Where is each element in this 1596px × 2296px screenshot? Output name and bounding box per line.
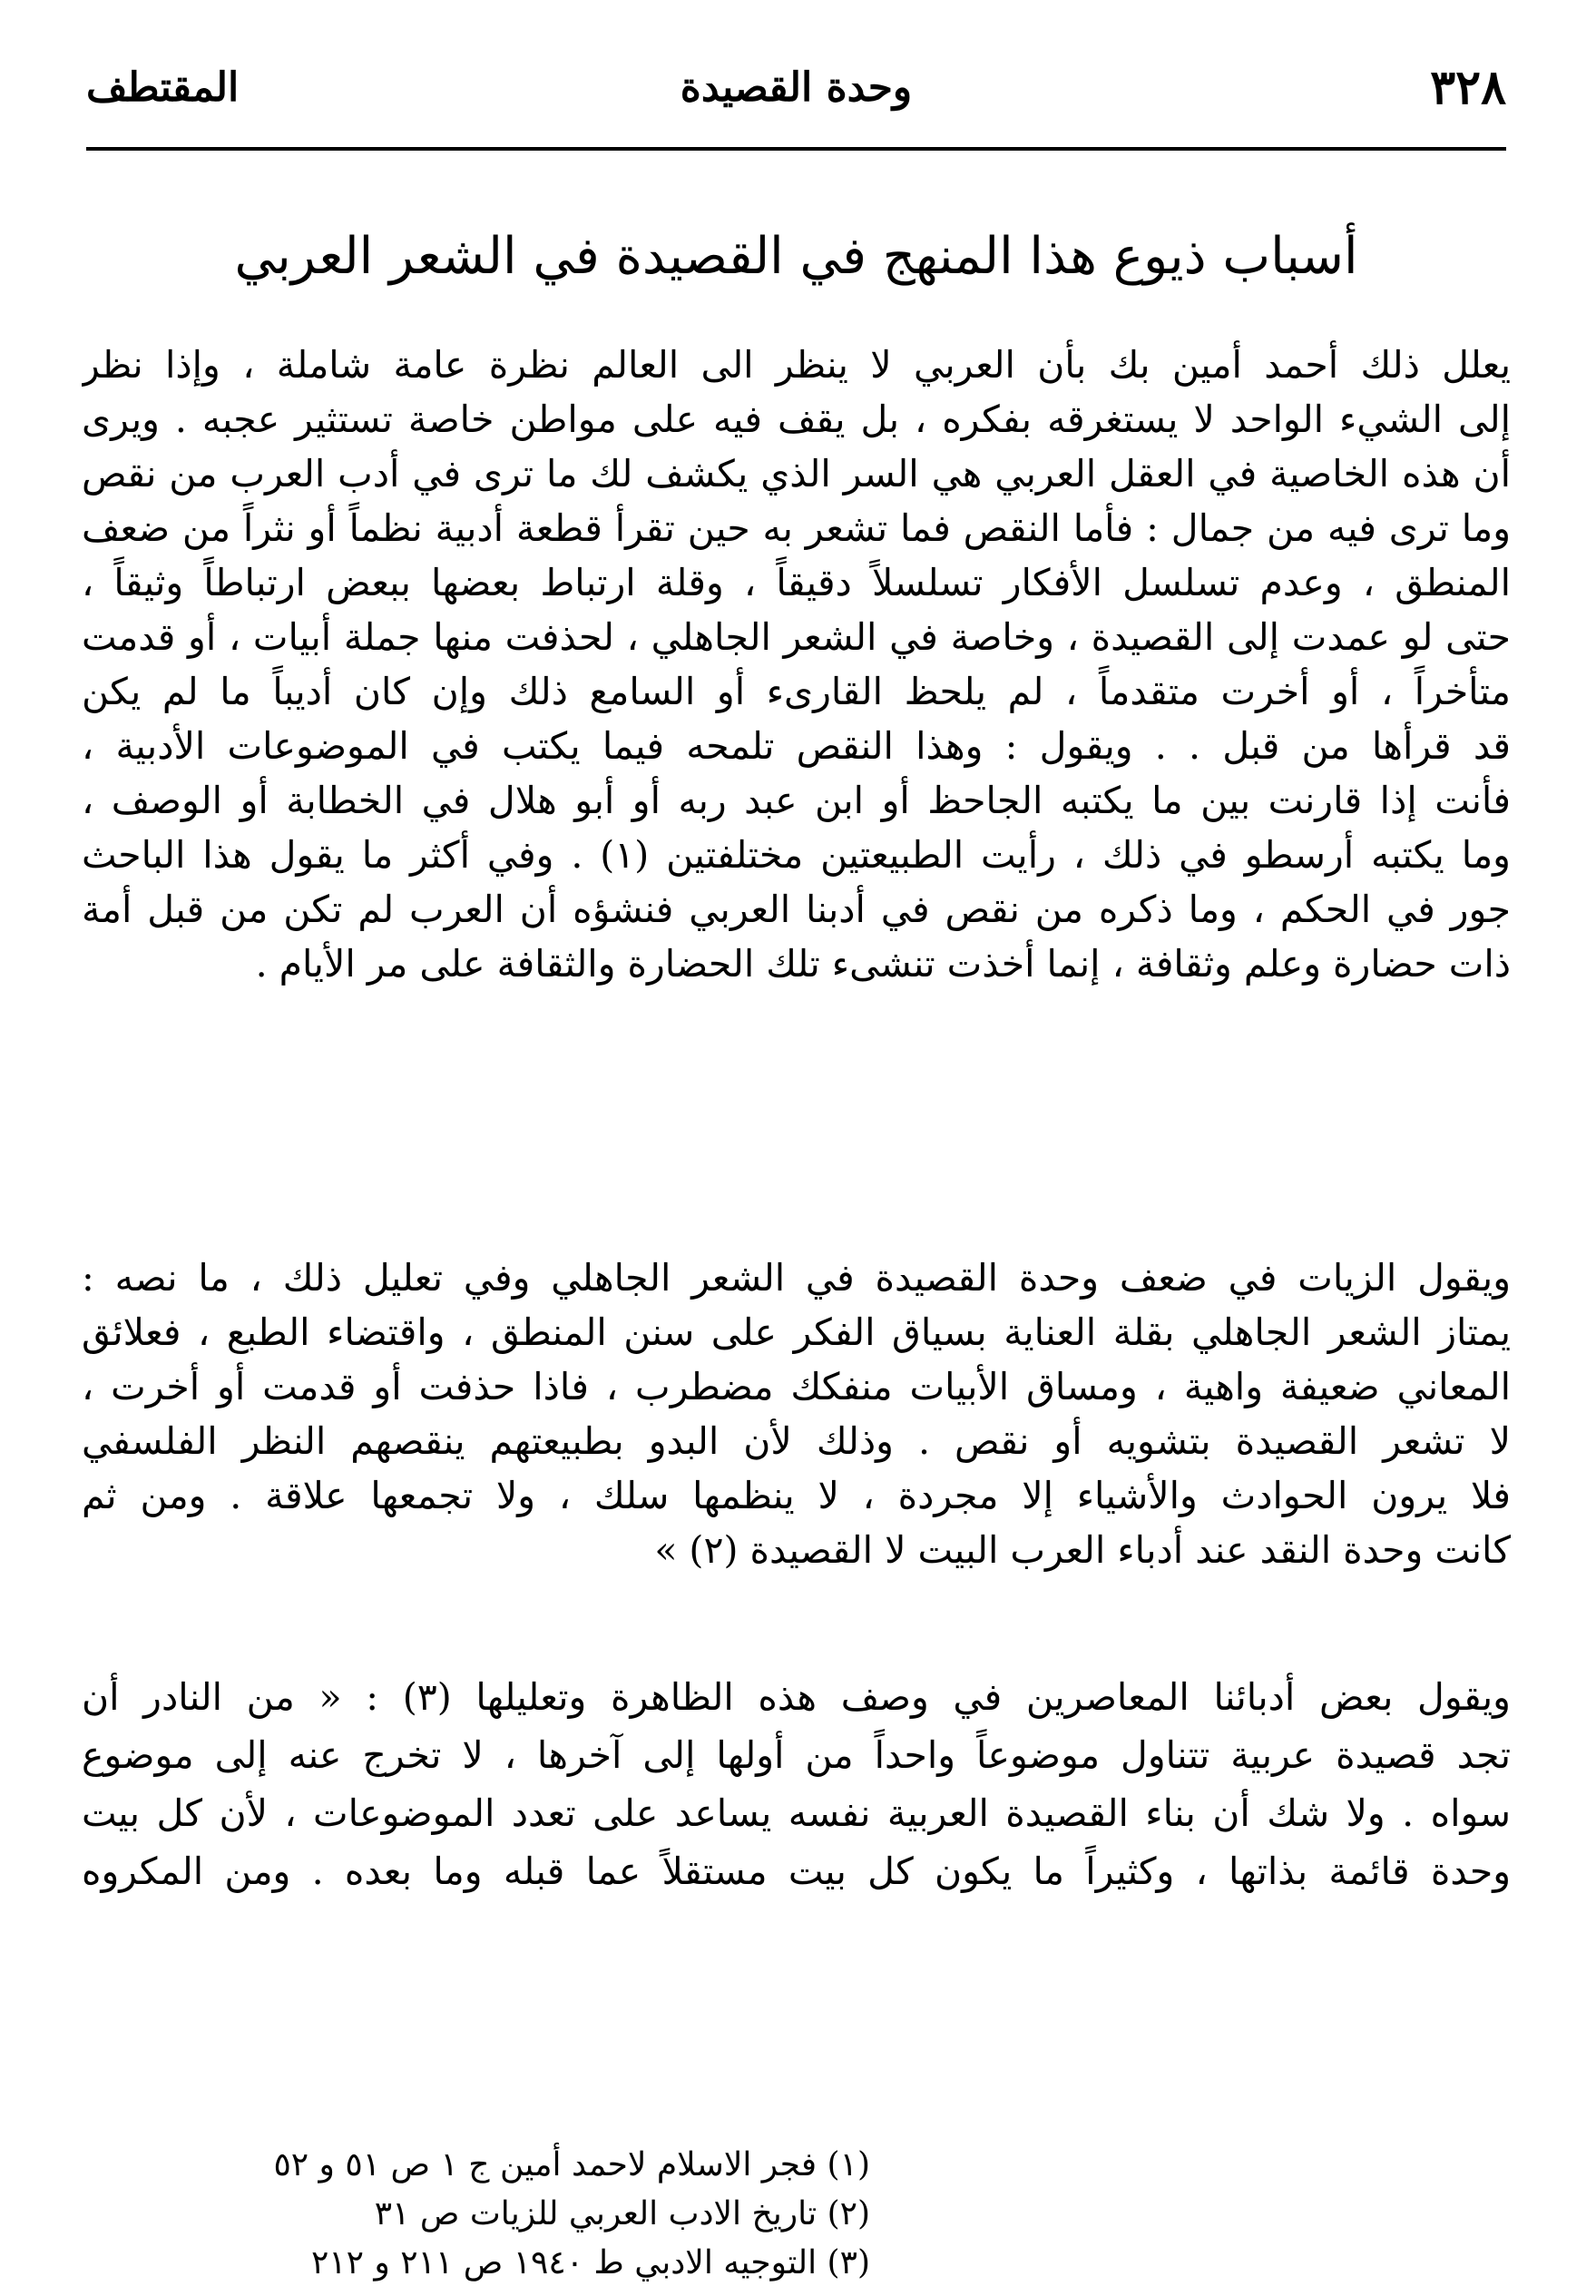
running-header xyxy=(86,56,1506,120)
text-line: فأنت إذا قارنت بين ما يكتبه الجاحظ أو ابن عبد ربه أو أبو هلال في الخطابة أو الوصف ، xyxy=(82,779,1511,822)
footnote-3: (٣) التوجيه الادبي ط ١٩٤٠ ص ٢١١ و ٢١٢ xyxy=(310,2244,870,2281)
text-line: يعلل ذلك أحمد أمين بك بأن العربي لا ينظر الى العالم نظرة عامة شاملة ، وإذا نظر xyxy=(82,343,1511,387)
text-line: حتى لو عمدت إلى القصيدة ، وخاصة في الشعر الجاهلي ، لحذفت منها جملة أبيات ، أو قدمت xyxy=(82,615,1511,659)
text-line: ويقول الزيات في ضعف وحدة القصيدة في الشعر الجاهلي وفي تعليل ذلك ، ما نصه : xyxy=(82,1256,1511,1300)
running-title: وحدة القصيدة xyxy=(680,64,913,111)
text-line: يمتاز الشعر الجاهلي بقلة العناية بسياق الفكر على سنن المنطق ، واقتضاء الطبع ، فعلائق xyxy=(82,1310,1511,1354)
text-line: وما يكتبه أرسطو في ذلك ، رأيت الطبيعتين مختلفتين (١) . وفي أكثر ما يقول هذا الباحث xyxy=(82,833,1511,877)
text-line: المنطق ، وعدم تسلسل الأفكار تسلسلاً دقيقاً ، وقلة ارتباط بعضها ببعض ارتباطاً وثيقاً ، xyxy=(82,561,1511,604)
text-line: كانت وحدة النقد عند أدباء العرب البيت لا القصيدة (٢) » xyxy=(654,1528,1511,1572)
text-line: ويقول بعض أدبائنا المعاصرين في وصف هذه الظاهرة وتعليلها (٣) : « من النادر أن xyxy=(82,1675,1511,1719)
text-line: وما ترى فيه من جمال : فأما النقص فما تشعر به حين تقرأ قطعة أدبية نظماً أو نثراً من ضعف xyxy=(82,506,1511,550)
text-line: إلى الشيء الواحد لا يستغرقه بفكره ، بل يقف فيه على مواطن خاصة تستثير عجبه . ويرى xyxy=(82,397,1511,441)
text-line: سواه . ولا شك أن بناء القصيدة العربية نفسه يساعد على تعدد الموضوعات ، لأن كل بيت xyxy=(82,1791,1511,1835)
text-line: فلا يرون الحوادث والأشياء إلا مجردة ، لا ينظمها سلك ، ولا تجمعها علاقة . ومن ثم xyxy=(82,1474,1511,1517)
text-line: ذات حضارة وعلم وثقافة ، إنما أخذت تنشىء تلك الحضارة والثقافة على مر الأيام . xyxy=(255,942,1511,986)
text-line: وحدة قائمة بذاتها ، وكثيراً ما يكون كل بيت مستقلاً عما قبله وما بعده . ومن المكروه xyxy=(82,1850,1511,1893)
text-line: أن هذه الخاصية في العقل العربي هي السر الذي يكشف لك ما ترى في أدب العرب من نقص xyxy=(82,452,1511,496)
paragraph-2 xyxy=(82,1251,1511,1577)
footnote-2: (٢) تاريخ الادب العربي للزيات ص ٣١ xyxy=(374,2195,870,2232)
text-line: تجد قصيدة عربية تتناول موضوعاً واحداً من أولها إلى آخرها ، لا تخرج عنه إلى موضوع xyxy=(82,1733,1511,1777)
text-line: متأخراً ، أو أخرت متقدماً ، لم يلحظ القارىء أو السامع ذلك وإن كان أديباً ما لم يكن xyxy=(82,670,1511,713)
footnotes xyxy=(72,2142,870,2296)
journal-name: المقتطف xyxy=(86,64,240,111)
header-rule xyxy=(86,147,1506,151)
paragraph-1 xyxy=(82,338,1511,991)
text-line: لا تشعر القصيدة بتشويه أو نقص . وذلك لأن البدو بطبيعتهم ينقصهم النظر الفلسفي xyxy=(82,1419,1511,1463)
text-line: قد قرأها من قبل . . ويقول : وهذا النقص تلمحه فيما يكتب في الموضوعات الأدبية ، xyxy=(82,724,1511,768)
text-line: المعاني ضعيفة واهية ، ومساق الأبيات منفكك مضطرب ، فاذا حذفت أو قدمت أو أخرت ، xyxy=(82,1365,1511,1408)
text-line: جور في الحكم ، وما ذكره من نقص في أدبنا العربي فنشؤه أن العرب لم تكن من قبل أمة xyxy=(82,888,1511,931)
section-title: أسباب ذيوع هذا المنهج في القصيدة في الشعر العربي xyxy=(234,227,1358,286)
paragraph-3 xyxy=(82,1668,1511,1900)
footnote-1: (١) فجر الاسلام لاحمد أمين ج ١ ص ٥١ و ٥٢ xyxy=(273,2146,870,2183)
page-number: ٣٢٨ xyxy=(1430,60,1506,115)
